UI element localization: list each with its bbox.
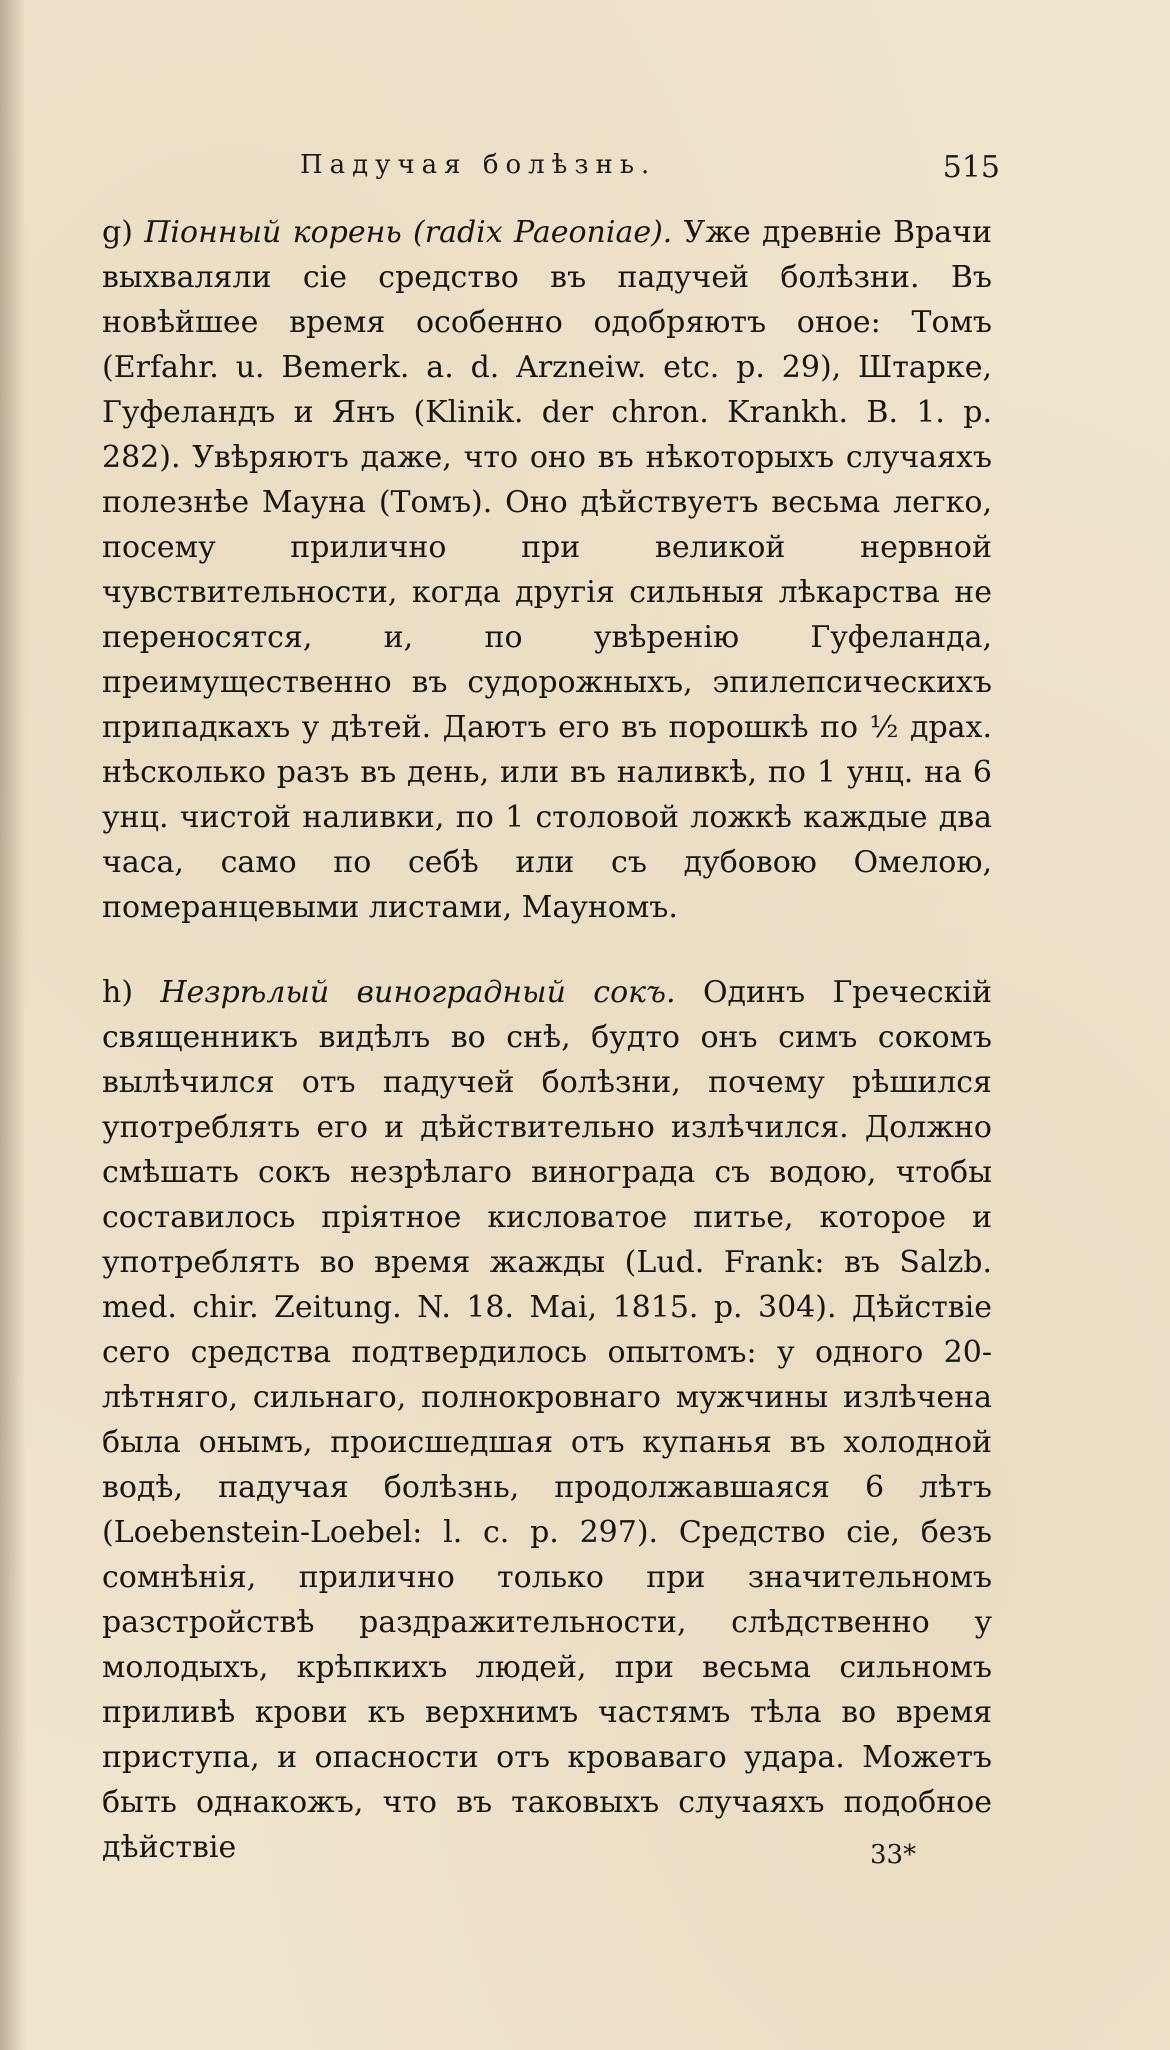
- page-text: [102, 210, 992, 1870]
- page-gutter-shadow: [0, 0, 26, 2050]
- item-heading: Незрѣлый виноградный сокъ.: [160, 975, 676, 1010]
- item-heading: Піонный корень (radix Paeoniae).: [144, 215, 673, 250]
- paragraph-h: [102, 970, 992, 1870]
- item-label: g): [102, 215, 133, 250]
- item-body: Одинъ Греческій священникъ видѣлъ во снѣ, будто онъ симъ сокомъ вылѣчился отъ падучей болѣзни, почему рѣшился употреблять его и дѣйствительно излѣчился. Должно смѣшать сокъ незрѣлаго винограда съ водою, чтобы составилось пріятное кисловатое питье, которое и употреблять во время жажды (Lud. Frank: въ Salzb. med. chir. Zeitung. N. 18. Mai, 1815. p. 304). Дѣйствіе сего средства подтвердилось опытомъ: у одного 20-лѣтняго, сильнаго, полнокровнаго мужчины излѣчена была онымъ, происшедшая отъ купанья въ холодной водѣ, падучая болѣзнь, продолжавшаяся 6 лѣтъ (Loebenstein-Loebel: l. c. p. 297). Средство сіе, безъ сомнѣнія, прилично только при значительномъ разстройствѣ раздражительности, слѣдственно у молодыхъ, крѣпкихъ людей, при весьма сильномъ приливѣ крови къ верхнимъ частямъ тѣла во время приступа, и опасности отъ кроваваго удара. Можетъ быть однакожъ, что въ таковыхъ случаяхъ подобное дѣйствіе: [102, 975, 992, 1865]
- paragraph-g: [102, 210, 992, 930]
- item-label: h): [102, 975, 134, 1010]
- page-header: [300, 150, 1000, 190]
- item-body: Уже древніе Врачи выхваляли сіе средство въ падучей болѣзни. Въ новѣйшее время особенно одобряютъ оное: Томъ (Erfahr. u. Bemerk. a. d. Arzneiw. etc. p. 29), Штарке, Гуфеландъ и Янъ (Klinik. der chron. Krankh. B. 1. p. 282). Увѣряютъ даже, что оно въ нѣкоторыхъ случаяхъ полезнѣе Мауна (Томъ). Оно дѣйствуетъ весьма легко, посему прилично при великой нервной чувствительности, когда другія сильныя лѣкарства не переносятся, и, по увѣренію Гуфеланда, преимущественно въ судорожныхъ, эпилепсическихъ припадкахъ у дѣтей. Даютъ его въ порошкѣ по ½ драх. нѣсколько разъ въ день, или въ наливкѣ, по 1 унц. на 6 унц. чистой наливки, по 1 столовой ложкѣ каждые два часа, само по себѣ или съ дубовою Омелою, померанцевыми листами, Мауномъ.: [102, 215, 992, 925]
- page-number: 515: [942, 150, 1000, 185]
- printer-signature-mark: 33*: [870, 1840, 917, 1870]
- running-head: Падучая болѣзнь.: [300, 150, 657, 180]
